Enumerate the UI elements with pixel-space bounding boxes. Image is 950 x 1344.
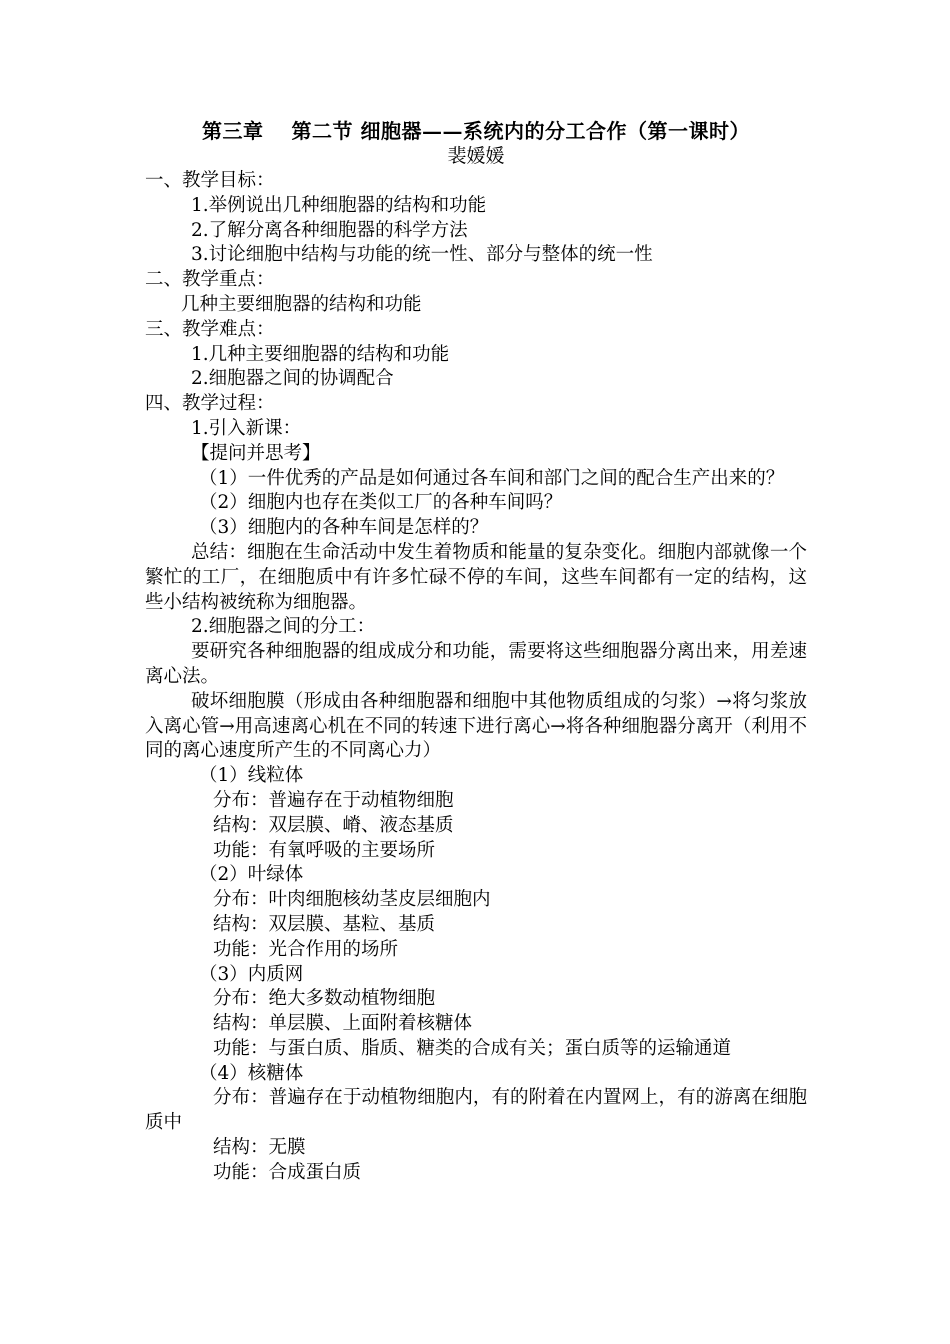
paragraph-line: 二、教学重点： [145, 269, 275, 291]
paragraph-line: 结构：单层膜、上面附着核糖体 [213, 1013, 473, 1035]
paragraph-line: 功能：光合作用的场所 [213, 938, 399, 960]
paragraph-line: 功能：有氧呼吸的主要场所 [213, 839, 436, 861]
paragraph-line: 2.细胞器之间的分工： [191, 616, 376, 638]
paragraph-line: 结构：双层膜、基粒、基质 [213, 913, 436, 935]
paragraph-line: 结构：无膜 [213, 1137, 306, 1159]
paragraph-line: 总结：细胞在生命活动中发生着物质和能量的复杂变化。细胞内部就像一个繁忙的工厂，在细胞质中有许多忙碌不停的车间，这些车间都有一定的结构，这些小结构被统称为细胞器。 [145, 541, 807, 613]
document-body [145, 169, 807, 1186]
document-author: 裴媛媛 [447, 145, 505, 167]
paragraph-line: （3）细胞内的各种车间是怎样的？ [199, 517, 489, 539]
paragraph-line: 分布：普遍存在于动植物细胞内，有的附着在内置网上，有的游离在细胞质中 [145, 1087, 807, 1134]
paragraph-line: 1.几种主要细胞器的结构和功能 [191, 343, 450, 365]
paragraph-line: 功能：合成蛋白质 [213, 1161, 362, 1183]
paragraph-line: 分布：叶肉细胞核幼茎皮层细胞内 [213, 889, 491, 911]
paragraph-line: （1）线粒体 [199, 765, 304, 787]
paragraph-line: （2）细胞内也存在类似工厂的各种车间吗？ [199, 492, 563, 514]
paragraph-line: 一、教学目标： [145, 170, 275, 191]
paragraph-line: 功能：与蛋白质、脂质、糖类的合成有关；蛋白质等的运输通道 [213, 1037, 732, 1059]
paragraph-line: 四、教学过程： [145, 393, 275, 415]
paragraph-line: 1.举例说出几种细胞器的结构和功能 [191, 194, 487, 216]
paragraph-line: （2）叶绿体 [199, 864, 304, 886]
paragraph-line: 分布：绝大多数动植物细胞 [213, 988, 436, 1010]
paragraph-line: 结构：双层膜、嵴、液态基质 [213, 814, 454, 836]
paragraph-line: 要研究各种细胞器的组成成分和功能，需要将这些细胞器分离出来，用差速离心法。 [145, 641, 807, 687]
paragraph-line: 几种主要细胞器的结构和功能 [181, 293, 422, 315]
document-title: 第三章 第二节 细胞器——系统内的分工合作（第一课时） [202, 119, 750, 143]
paragraph-line: 1.引入新课： [191, 417, 302, 439]
paragraph-line: 破坏细胞膜（形成由各种细胞器和细胞中其他物质组成的匀浆）→将匀浆放入离心管→用高速离心机在不同的转速下进行离心→将各种细胞器分离开（利用不同的离心速度所产生的不同离心力） [145, 690, 807, 762]
document-page [145, 118, 807, 1186]
paragraph-line: 【提问并思考】 [191, 442, 321, 464]
paragraph-line: 2.了解分离各种细胞器的科学方法 [191, 219, 468, 241]
paragraph-line: 三、教学难点： [145, 318, 275, 340]
paragraph-line: 3.讨论细胞中结构与功能的统一性、部分与整体的统一性 [191, 244, 653, 266]
paragraph-line: 分布：普遍存在于动植物细胞 [213, 789, 454, 811]
paragraph-line: 2.细胞器之间的协调配合 [191, 368, 394, 390]
paragraph-line: （3）内质网 [199, 963, 304, 985]
paragraph-line: （1）一件优秀的产品是如何通过各车间和部门之间的配合生产出来的？ [199, 467, 785, 489]
paragraph-line: （4）核糖体 [199, 1062, 304, 1084]
